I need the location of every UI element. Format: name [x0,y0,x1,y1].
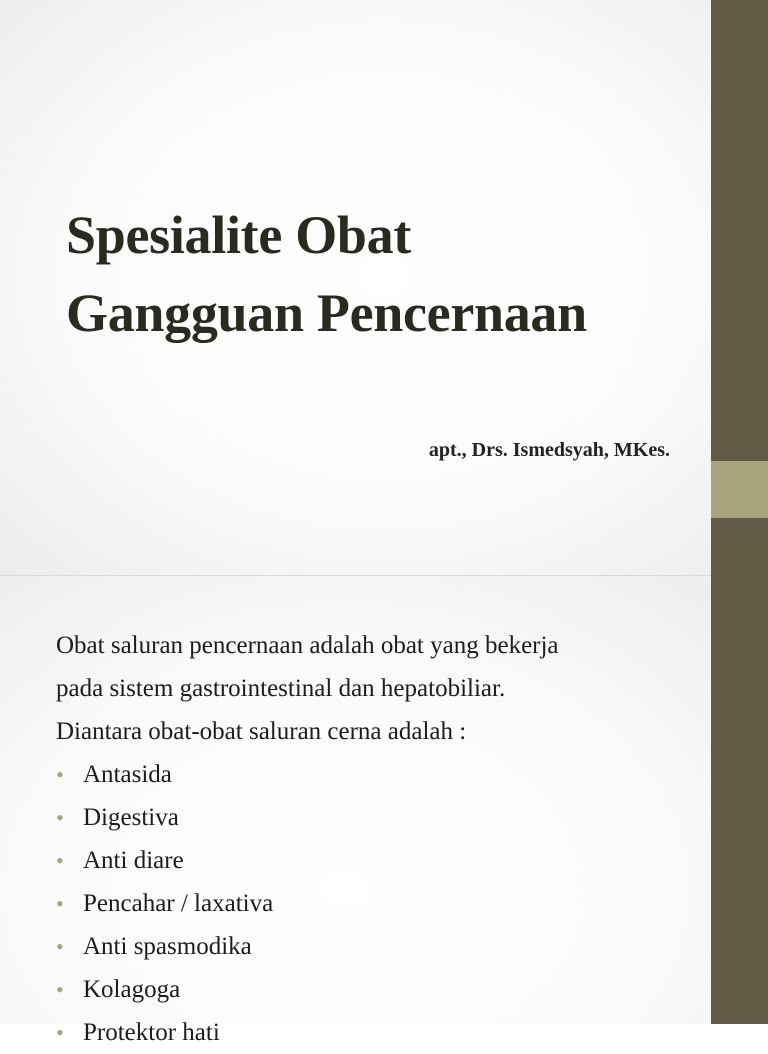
drug-class-list [56,753,686,1054]
slide-title-line: Spesialite Obat [66,205,412,265]
list-item [56,1011,686,1054]
list-item [56,796,686,839]
slide-title [66,196,706,352]
bullet-icon: • [56,848,64,873]
intro-line: Diantara obat-obat saluran cerna adalah : [56,718,467,745]
list-item-label: Anti diare [83,847,184,874]
bullet-icon: • [56,1020,64,1045]
bullet-icon: • [56,977,64,1002]
list-item-label: Digestiva [83,804,179,831]
bullet-icon: • [56,934,64,959]
list-item-label: Anti spasmodika [83,933,252,960]
list-item [56,968,686,1011]
intro-line: Obat saluran pencernaan adalah obat yang bekerja [56,632,559,659]
list-item [56,882,686,925]
content-slide [0,576,768,1046]
intro-line: pada sistem gastrointestinal dan hepatobiliar. [56,675,506,702]
list-item [56,753,686,796]
list-item-label: Kolagoga [83,976,181,1003]
slide-title-line: Gangguan Pencernaan [66,283,587,343]
list-item-label: Protektor hati [83,1019,220,1046]
bullet-icon: • [56,805,64,830]
list-item [56,925,686,968]
slide-body [56,624,686,1054]
bullet-icon: • [56,891,64,916]
bullet-icon: • [56,762,64,787]
decorative-sidebar-accent [711,461,768,518]
list-item [56,839,686,882]
slide-author: apt., Drs. Ismedsyah, MKes. [428,439,670,461]
list-item-label: Pencahar / laxativa [83,890,274,917]
list-item-label: Antasida [83,761,172,788]
